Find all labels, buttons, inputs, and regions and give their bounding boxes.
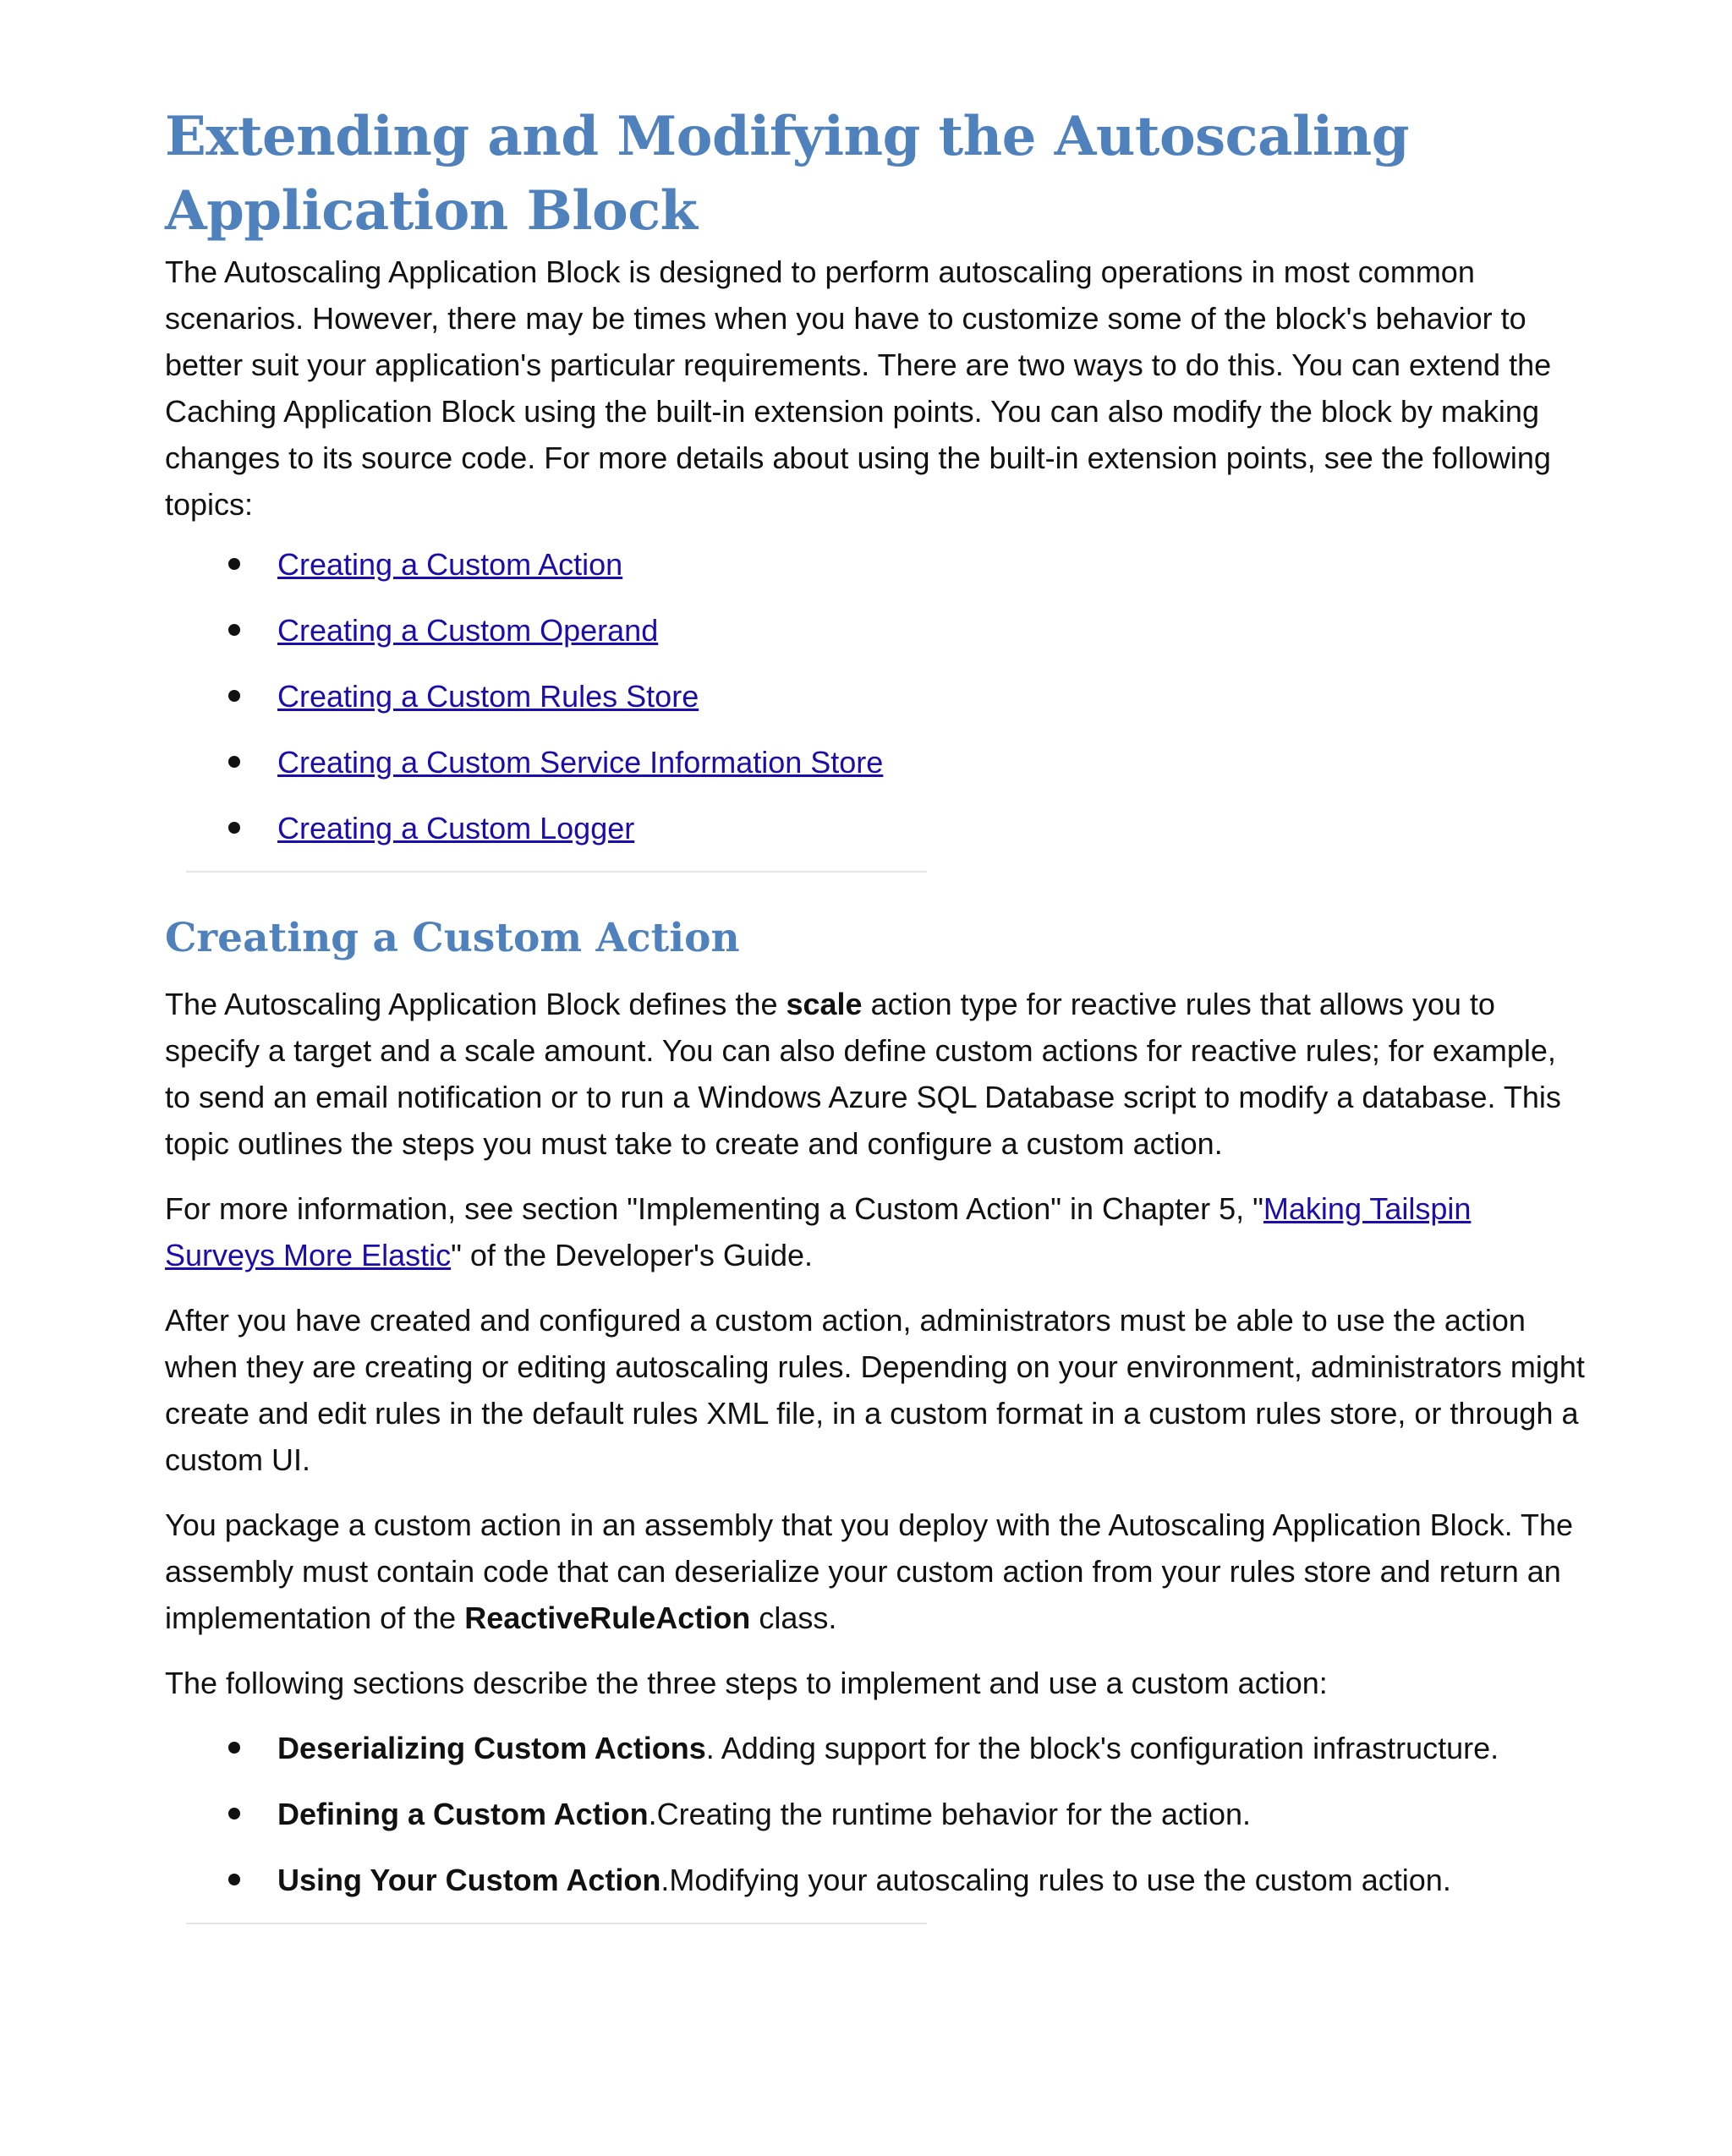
link-making-tailspin-surveys-more-elastic[interactable]: Making Tailspin Surveys More Elastic xyxy=(165,1191,1472,1272)
page-title: Extending and Modifying the Autoscaling Application Block xyxy=(165,105,1409,243)
section-paragraph-5: The following sections describe the three steps to implement and use a custom action: xyxy=(165,1666,1328,1700)
bullet-icon xyxy=(228,1874,240,1885)
list-item xyxy=(165,541,1586,588)
bullet-icon xyxy=(228,1808,240,1819)
bullet-icon xyxy=(228,822,240,834)
text-run: class. xyxy=(750,1601,837,1635)
list-item xyxy=(165,1791,1586,1837)
step-description: . Adding support for the block's configuration infrastructure. xyxy=(705,1731,1499,1765)
text-run: " of the Developer's Guide. xyxy=(451,1238,813,1272)
bold-term: ReactiveRuleAction xyxy=(464,1601,751,1635)
topic-link-list xyxy=(165,541,1586,851)
section-heading: Creating a Custom Action xyxy=(165,915,740,961)
bullet-icon xyxy=(228,1742,240,1754)
divider xyxy=(186,1923,927,1924)
list-item xyxy=(165,1725,1586,1771)
section-paragraph-3: After you have created and configured a custom action, administrators must be able to use the action when they are creating or editing autoscaling rules. Depending on your environment, administrators might create and edit rules in the default rules XML file, in a custom format in a custom rules store, or through a custom UI. xyxy=(165,1303,1585,1477)
list-item xyxy=(165,739,1586,785)
bullet-icon xyxy=(228,690,240,702)
link-custom-action[interactable]: Creating a Custom Action xyxy=(277,547,623,582)
bullet-icon xyxy=(228,756,240,768)
step-description: .Modifying your autoscaling rules to use the custom action. xyxy=(660,1863,1451,1897)
step-description: .Creating the runtime behavior for the action. xyxy=(648,1797,1252,1831)
link-custom-operand[interactable]: Creating a Custom Operand xyxy=(277,613,659,648)
list-item xyxy=(165,673,1586,720)
section-paragraph-2 xyxy=(165,1185,1586,1278)
divider xyxy=(186,871,927,873)
intro-paragraph: The Autoscaling Application Block is designed to perform autoscaling operations in most common scenarios. However, there may be times when you have to customize some of the block's behavior to better suit your application's particular requirements. There are two ways to do this. You can extend the Caching Application Block using the built-in extension points. You can also modify the block by making changes to its source code. For more details about using the built-in extension points, see the following topics: xyxy=(165,254,1552,522)
section-paragraph-1 xyxy=(165,981,1586,1167)
list-item xyxy=(165,607,1586,654)
list-item xyxy=(165,805,1586,851)
step-title: Using Your Custom Action xyxy=(277,1863,661,1897)
section-paragraph-4 xyxy=(165,1502,1586,1641)
text-run: You package a custom action in an assembly that you deploy with the Autoscaling Application Block. The assembly must contain code that can deserialize your custom action from your rules store and return an implementation of the xyxy=(165,1508,1574,1635)
text-run: For more information, see section "Implementing a Custom Action" in Chapter 5, " xyxy=(165,1191,1263,1226)
link-custom-rules-store[interactable]: Creating a Custom Rules Store xyxy=(277,679,699,714)
bullet-icon xyxy=(228,558,240,570)
link-custom-service-information-store[interactable]: Creating a Custom Service Information Store xyxy=(277,745,884,780)
text-run: action type for reactive rules that allows you to specify a target and a scale amount. You can also define custom actions for reactive rules; for example, to send an email notification or to run a Windows Azure SQL Database script to modify a database. This topic outlines the steps you must take to create and configure a custom action. xyxy=(165,987,1561,1161)
bold-term: scale xyxy=(786,987,863,1021)
steps-list xyxy=(165,1725,1586,1903)
bullet-icon xyxy=(228,624,240,636)
link-custom-logger[interactable]: Creating a Custom Logger xyxy=(277,811,635,845)
document-page xyxy=(165,100,1586,1924)
step-title: Deserializing Custom Actions xyxy=(277,1731,706,1765)
list-item xyxy=(165,1857,1586,1903)
text-run: The Autoscaling Application Block defines the xyxy=(165,987,787,1021)
step-title: Defining a Custom Action xyxy=(277,1797,649,1831)
